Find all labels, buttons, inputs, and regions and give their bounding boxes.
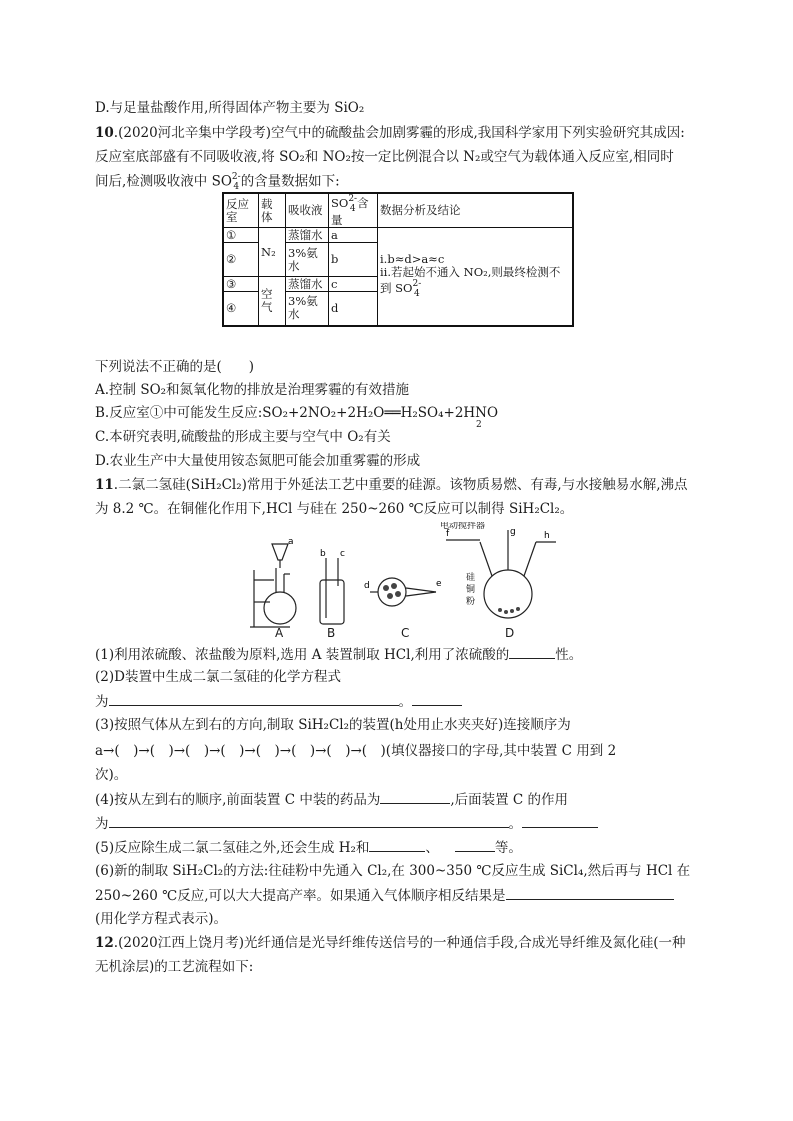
q10-stem-line-3: 间后,检测吸收液中 SO 2- 4 的含量数据如下: xyxy=(95,172,340,192)
th-content: SO 2- 4 含量 xyxy=(329,193,378,228)
blank-5b[interactable] xyxy=(455,838,495,852)
flask-a xyxy=(264,592,296,624)
cell-absorb-2: 3%氨水 xyxy=(286,243,329,277)
label-c: C xyxy=(401,626,410,640)
q11-part-6-line-1: (6)新的制取 SiH₂Cl₂的方法:往硅粉中先通入 Cl₂,在 300~350 ℃反应生成 SiCl₄,然后再与 HCl 在 xyxy=(95,863,691,879)
cell-absorb-1: 蒸馏水 xyxy=(286,228,329,243)
cell-carrier-air: 空气 xyxy=(259,277,286,326)
si-cu-label-1: 硅 xyxy=(466,573,476,583)
cell-carrier-n2: N₂ xyxy=(259,228,286,277)
label-b: B xyxy=(327,626,336,640)
q10-number: 10 xyxy=(95,125,114,141)
q10-data-table xyxy=(222,192,574,327)
port-c: c xyxy=(340,549,345,559)
q10-ask: 下列说法不正确的是( ) xyxy=(95,359,255,375)
q11-part-3-line-1: (3)按照气体从左到右的方向,制取 SiH₂Cl₂的装置(h处用止水夹夹好)连接顺序为 xyxy=(95,717,571,733)
cell-absorb-3: 蒸馏水 xyxy=(286,277,329,292)
cell-room-4: ④ xyxy=(223,292,259,326)
blank-6[interactable] xyxy=(506,886,674,900)
cell-conclusion: ⅰ.b≈d>a≈c ⅱ.若起始不通入 NO₂,则最终检测不 到 SO 2- 4 xyxy=(378,228,574,326)
q10-option-b: B.反应室①中可能发生反应:SO₂+2NO₂+2H₂O══H₂SO₄+2HNO xyxy=(95,405,499,421)
q11-part-4-line-1: (4)按从左到右的顺序,前面装置 C 中装的药品为 ,后面装置 C 的作用 xyxy=(95,792,569,808)
blank-4b[interactable] xyxy=(109,814,509,828)
cell-val-3: c xyxy=(329,277,378,292)
cell-val-1: a xyxy=(329,228,378,243)
q9-option-d: D.与足量盐酸作用,所得固体产物主要为 SiO₂ xyxy=(95,100,365,116)
si-cu-label-3: 粉 xyxy=(466,597,476,607)
port-a: a xyxy=(288,537,294,547)
drying-tube-c xyxy=(378,578,406,606)
three-neck-flask-d xyxy=(484,570,532,618)
cell-room-2: ② xyxy=(223,243,259,277)
port-b: b xyxy=(320,549,326,559)
apparatus-figure xyxy=(240,522,560,640)
cell-val-4: d xyxy=(329,292,378,326)
cell-val-2: b xyxy=(329,243,378,277)
q11-number: 11 xyxy=(95,477,114,493)
blank-2[interactable] xyxy=(109,692,399,706)
q12-number: 12 xyxy=(95,935,114,951)
stirrer-label: 电动搅拌器 xyxy=(440,522,486,531)
q11-part-2-line-2: 为 。 xyxy=(95,692,462,711)
q10-option-a: A.控制 SO₂和氮氧化物的排放是治理雾霾的有效措施 xyxy=(95,382,410,398)
cell-room-3: ③ xyxy=(223,277,259,292)
cell-room-1: ① xyxy=(223,228,259,243)
q10-stem-line-1: 10.(2020河北辛集中学段考)空气中的硫酸盐会加剧雾霾的形成,我国科学家用下列实验研究其成因: xyxy=(95,125,685,141)
q10-option-c: C.本研究表明,硫酸盐的形成主要与空气中 O₂有关 xyxy=(95,429,391,445)
q10-option-d: D.农业生产中大量使用铵态氮肥可能会加重雾霾的形成 xyxy=(95,453,421,469)
dropping-funnel xyxy=(272,544,288,560)
label-d: D xyxy=(505,626,515,640)
port-e: e xyxy=(436,579,442,589)
label-a: A xyxy=(275,626,284,640)
port-f: f xyxy=(446,529,450,539)
blank-4a[interactable] xyxy=(380,790,450,804)
q11-part-6-line-3: (用化学方程式表示)。 xyxy=(95,911,228,927)
si-cu-label-2: 铜 xyxy=(466,585,476,595)
q11-part-1: (1)利用浓硫酸、浓盐酸为原料,选用 A 装置制取 HCl,利用了浓硫酸的 性。 xyxy=(95,647,583,663)
port-g: g xyxy=(510,527,516,537)
q11-part-4-line-2: 为 。 xyxy=(95,814,598,833)
q12-stem-line-1: 12.(2020江西上饶月考)光纤通信是光导纤维传送信号的一种通信手段,合成光导纤维及氮化硅(一种 xyxy=(95,935,686,951)
port-h: h xyxy=(544,531,550,541)
cell-absorb-4: 3%氨水 xyxy=(286,292,329,326)
q10-option-b-subscript: 2 xyxy=(476,420,482,430)
th-absorb: 吸收液 xyxy=(286,193,329,228)
q12-stem-line-2: 无机涂层)的工艺流程如下: xyxy=(95,959,254,975)
q11-part-2-line-1: (2)D装置中生成二氯二氢硅的化学方程式 xyxy=(95,669,341,685)
th-carrier: 载体 xyxy=(259,193,286,228)
blank-1[interactable] xyxy=(509,645,555,659)
q11-part-3-line-3: 次)。 xyxy=(95,767,128,783)
port-d: d xyxy=(364,581,370,591)
wash-bottle-b xyxy=(320,580,344,624)
q11-stem-line-2: 为 8.2 ℃。在铜催化作用下,HCl 与硅在 250~260 ℃反应可以制得 SiH₂Cl₂。 xyxy=(95,501,574,517)
q11-part-5: (5)反应除生成二氯二氢硅之外,还会生成 H₂和 、 等。 xyxy=(95,840,522,856)
q11-stem-line-1: 11.二氯二氢硅(SiH₂Cl₂)常用于外延法工艺中重要的硅源。该物质易燃、有毒,与水接触易水解,沸点 xyxy=(95,477,688,493)
th-room: 反应室 xyxy=(223,193,259,228)
blank-5a[interactable] xyxy=(369,838,425,852)
q11-part-6-line-2: 250~260 ℃反应,可以大大提高产率。如果通入气体顺序相反结果是 xyxy=(95,886,674,905)
q10-stem-line-2: 反应室底部盛有不同吸收液,将 SO₂和 NO₂按一定比例混合以 N₂或空气为载体通入反应室,相同时 xyxy=(95,149,674,165)
th-analysis: 数据分析及结论 xyxy=(378,193,574,228)
q11-part-3-line-2: a→( )→( )→( )→( )→( )→( )→( )→( )(填仪器接口的字母,其中装置 C 用到 2 xyxy=(95,743,617,759)
